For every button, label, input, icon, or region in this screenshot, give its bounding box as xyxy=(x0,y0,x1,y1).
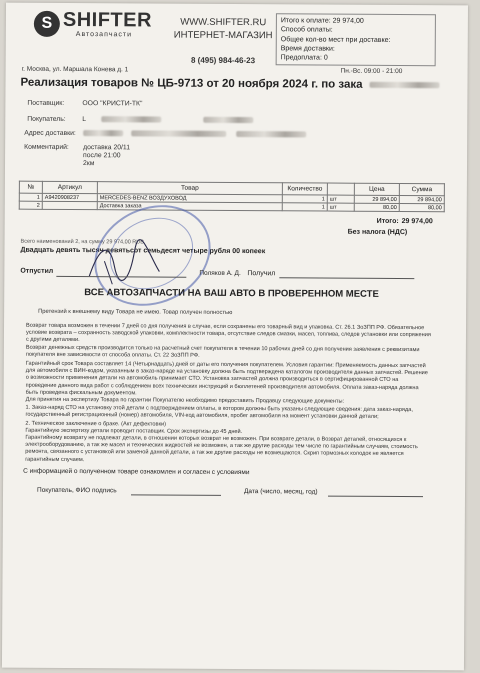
cell: 80,00 xyxy=(354,203,399,211)
supplier-value: ООО "КРИСТИ-ТК" xyxy=(82,100,143,108)
info-prepayment: Предоплата: 0 xyxy=(280,54,328,62)
comment-label: Комментарий: xyxy=(24,143,69,151)
vat-note: Без налога (НДС) xyxy=(347,228,408,237)
cell: 1 xyxy=(282,203,327,211)
date-label: Дата (число, месяц, год) xyxy=(244,488,318,496)
cell: 80,00 xyxy=(399,203,444,211)
items-count: Всего наименований 2, на сумму 29 974,00 RUB xyxy=(20,238,144,246)
cell xyxy=(42,201,97,209)
term-expertise: Гарантийную экспертизу детали проводит поставщик. Срок экспертизы до 45 дней. xyxy=(25,427,243,436)
claims-statement: Претензий к внешнему виду Товара не имею. Товар получен полностью xyxy=(38,308,233,316)
term-refund: Возврат денежных средств производится только на расчетный счет покупателя в течении 10 рабочих дней со дня получения заявления с реквизитами покупателя вне зависимости от способа оплаты. Ст. 22 ЗоЗПП РФ. xyxy=(25,344,420,359)
released-name: Поляков А. Д. xyxy=(199,269,241,278)
title-text: Реализация товаров № ЦБ-9713 от 20 ноября 2024 г. по зака xyxy=(20,76,363,91)
redacted-address-3 xyxy=(236,131,306,137)
total-value: 29 974,00 xyxy=(401,218,433,226)
col-unit xyxy=(327,183,354,195)
col-product: Товар xyxy=(97,182,282,195)
comment-line: доставка 20/11 xyxy=(83,144,131,152)
logo-name: SHIFTER xyxy=(62,8,153,32)
comment-value xyxy=(83,144,130,168)
site-block xyxy=(174,16,273,68)
logo-subtitle: Автозапчасти xyxy=(75,31,133,39)
redacted-order xyxy=(370,82,440,88)
redacted-buyer xyxy=(102,116,162,122)
redacted-buyer-2 xyxy=(204,117,254,123)
delivery-value xyxy=(83,130,306,138)
cell: Доставка заказа xyxy=(97,202,282,211)
total-label: Итого: xyxy=(376,217,399,225)
cell: шт xyxy=(327,195,354,203)
store-address: г. Москва, ул. Маршала Конева д. 1 xyxy=(21,65,129,74)
site-type: ИНТЕРНЕТ-МАГАЗИН xyxy=(173,29,273,42)
info-payment-method: Способ оплаты: xyxy=(280,26,333,34)
cell: 29 894,00 xyxy=(354,195,399,203)
col-sum: Сумма xyxy=(399,183,444,195)
date-line xyxy=(328,496,423,498)
received-label: Получил xyxy=(247,270,276,278)
info-total: Итого к оплате: 29 974,00 xyxy=(280,17,364,25)
released-label: Отпустил xyxy=(20,267,54,275)
signature-icon xyxy=(84,236,164,286)
document-title xyxy=(20,77,439,92)
table-row xyxy=(19,201,444,212)
store-hours: Пн.-Вс. 09:00 - 21:00 xyxy=(340,67,403,76)
shifter-logo-icon: S xyxy=(34,11,60,37)
col-article: Артикул xyxy=(42,181,97,193)
buyer-initial: L xyxy=(82,116,86,124)
buyer-sign-label: Покупатель, ФИО подпись xyxy=(37,486,117,495)
redacted-address xyxy=(83,130,123,136)
term-exclusions: Гарантийному возврату не подлежат детали, в отношении которых возврат не возможен. При возврате детали, в Возврат деталей, относящихся к электрооборудованию, а так же масел и технических жидкостей не возможен, а так же другие расходы тем числе по гарантийным случаям, стоимость ремонта, связанного с установкой или заменой данной детали, а так же другие расходы не возмещаются. Скрип тормозных колодок не является гарантийным случаем. xyxy=(25,434,418,463)
slogan: ВСЕ АВТОЗАПЧАСТИ НА ВАШ АВТО В ПРОВЕРЕННОМ МЕСТЕ xyxy=(84,287,379,300)
term-warranty: Гарантийный срок Товара составляет 14 (Четырнадцать) дней от даты его получения покупателем. Условия гарантии: Применяемость данных запчастей для автомобиля с ВИН-кодом, указанным в заказ-наряде на установку должна быть подтверждена каталогом производителя данных запчастей. Решение о возможности применения детали на автомобиль принимает СТО. Установка запчастей должна производиться в сертифицированной СТО на проведение данного вида работ с соблюдением всех технических инструкций и бюллетеней производителя автомобиля. Оплата заказ-наряда должна быть проведена фискальным документом. xyxy=(25,360,428,397)
acknowledgement: С информацией о полученном товаре ознакомлен и согласен с условиями xyxy=(23,467,250,477)
col-number: № xyxy=(19,181,42,193)
supplier-label: Поставщик: xyxy=(27,99,65,107)
buyer-value xyxy=(82,116,253,124)
buyer-label: Покупатель: xyxy=(27,115,66,123)
cell: A9420908237 xyxy=(42,193,97,201)
info-delivery-time: Время доставки: xyxy=(280,45,335,53)
col-qty: Количество xyxy=(282,183,327,195)
comment-line: после 21:00 xyxy=(83,152,121,160)
term-work-order: 1. Заказ-наряд СТО на установку этой детали с подтверждением оплаты, в котором должны быть указаны следующие сведения: дата заказ-наряда, государственный регистрационный (номер) автомобиля, VIN-код автомобиля, пробег автомобиля на момент установки данной детали; xyxy=(25,404,413,421)
buyer-sign-line xyxy=(131,494,221,496)
received-line xyxy=(279,277,414,279)
delivery-label: Адрес доставки: xyxy=(24,129,76,138)
payment-info-box xyxy=(276,13,436,66)
term-return: Возврат товара возможен в течении 7 дней со дня получения в случае, если сохранены его товарный вид и упаковка. Ст. 26.1 ЗоЗПП РФ. Обязательное условие возврата – сохранность заводской упаковки, комплектности товара, отсутствие следов смазки, масел, топлива, следов установки или сопряжения с другими деталями. xyxy=(25,322,431,344)
cell: 1 xyxy=(19,193,42,201)
cell: MERCEDES-BENZ ВОЗДУХОВОД xyxy=(97,194,282,203)
cell: 2 xyxy=(19,201,42,209)
cell: 1 xyxy=(282,195,327,203)
site-url: WWW.SHIFTER.RU xyxy=(180,16,267,29)
comment-line: 2км xyxy=(83,160,95,168)
cell: шт xyxy=(327,203,354,211)
amount-in-words: Двадцать девять тысяч девятьсот семьдесят четыре рубля 00 копеек xyxy=(20,246,266,256)
term-defect-report: 2. Техническое заключение о браке. (Акт дефектовки) xyxy=(25,420,166,428)
phone-number: 8 (495) 984-46-23 xyxy=(190,55,256,66)
col-price: Цена xyxy=(354,183,399,195)
info-places: Общее кол-во мест при доставке: xyxy=(280,35,391,44)
term-docs: Для принятия на экспертизу Товара по гарантии Покупателю необходимо предоставить Продавцу следующие документы: xyxy=(25,396,345,405)
cell: 29 894,00 xyxy=(399,195,444,203)
document-page xyxy=(2,3,468,671)
redacted-address-2 xyxy=(131,131,226,138)
items-table xyxy=(19,181,445,213)
